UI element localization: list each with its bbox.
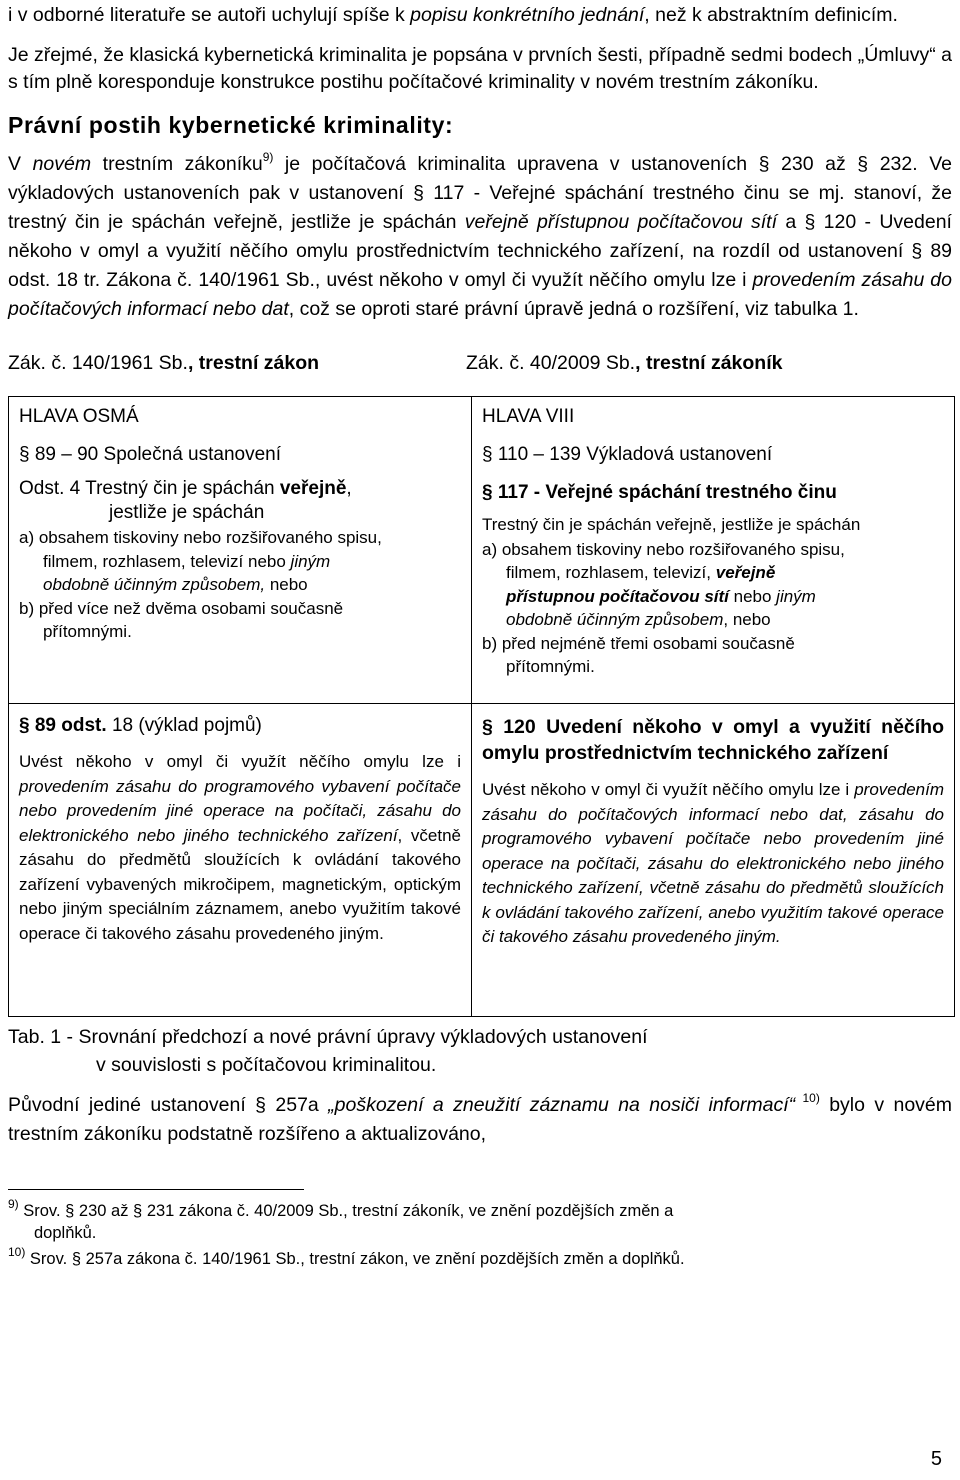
footnote-10 (8, 1244, 952, 1270)
footnote-number: 10) (8, 1244, 26, 1259)
chapter-title: HLAVA VIII (482, 406, 575, 427)
italic-run: provedením zásahu do programového vybavení počítače nebo provedením jiné operace na počítači, zásahu do elektronického nebo jiného technického zařízení (19, 776, 461, 845)
footnote-ref-9: 9) (262, 149, 274, 164)
item-b-cont: přítomnými. (43, 622, 132, 641)
section-117-intro: Trestný čin je spáchán veřejně, jestliže je spáchán (482, 515, 861, 534)
italic-run: novém (32, 153, 92, 175)
text-run: 89 odst. 18 tr. Zákona č. 140/1961 Sb., uvést někoho v omyl či využít něčího omylu lze i (8, 240, 953, 291)
text-run: Zák. č. 140/1961 Sb. (8, 352, 188, 374)
text-run: filmem, rozhlasem, televizí nebo (43, 551, 291, 571)
text-run: 230 až (74, 1202, 134, 1220)
italic-run: provedením zásahu do počítačových informací nebo dat, zásahu do programového vybavení počítače nebo provedením jiné operace na počítači, zásahu do elektronického nebo jiného technického zařízení, včetně zásahu do předmětů sloužících k ovládání takového zařízení, anebo využitím takové operace či takového zásahu provedeného jiným. (482, 780, 944, 946)
italic-run: obdobně účinným způsobem, (43, 575, 266, 594)
bold-italic-run: přístupnou počítačovou sítí (506, 586, 729, 606)
italic-run: jiným (290, 551, 331, 571)
table-row (9, 397, 955, 704)
italic-run: provedením zásahu do počítačových informací nebo dat (8, 269, 952, 320)
italic-run: „poškození a zneužití záznamu na nosiči informací“ (328, 1094, 796, 1116)
section-sign (413, 182, 424, 204)
footnote-separator (8, 1189, 304, 1190)
item-a: a) obsahem tiskoviny nebo rozšiřovaného spisu, (482, 539, 845, 559)
section-sign (911, 240, 922, 262)
section-sign (65, 1202, 74, 1220)
cell-content (9, 405, 471, 644)
text-run: , což se oproti staré právní úpravě jedná o rozšíření, viz tabulka 1. (288, 298, 859, 320)
intro-paragraph-2: Je zřejmé, že klasická kybernetická kriminalita je popsána v prvních šesti, případně sedmi bodech „Úmluvy“ a s tím plně koresponduje konstrukce postihu počítačové kriminality v novém trestním zákoníku. (8, 44, 952, 93)
italic-run: veřejně přístupnou počítačovou sítí (464, 211, 778, 233)
chapter-title: HLAVA OSMÁ (19, 406, 139, 427)
text-run: Původní jediné ustanovení (8, 1094, 256, 1116)
item-a-cont (19, 573, 461, 597)
new-act-title (466, 350, 952, 376)
text-run: 18 (výklad pojmů) (111, 715, 262, 736)
table-caption (8, 1023, 952, 1079)
page-number: 5 (930, 1448, 942, 1470)
text-run: Odst. 4 Trestný čin je spáchán (19, 478, 280, 499)
italic-run: jiným (776, 586, 816, 606)
subsection-text (19, 477, 461, 501)
item-b-cont: přítomnými. (506, 657, 595, 676)
text-run: Uvést někoho v omyl či využít něčího omylu lze i (19, 752, 461, 771)
text-run: a (777, 211, 805, 233)
table-row (9, 704, 955, 1017)
section-sign (759, 153, 770, 175)
text-run: Srov. (25, 1250, 72, 1268)
item-a-cont (482, 608, 944, 632)
text-run: 232. Ve výkladových ustanoveních pak v ustanovení (8, 153, 952, 204)
section-sign (133, 1202, 142, 1220)
text-run: 117 - Veřejné spáchání trestného činu se mj. stanoví, že trestný čin je spáchán veřejně, jestliže je spáchán (8, 182, 952, 233)
text-run: 230 až (769, 153, 858, 175)
text-run: , (346, 478, 352, 499)
section-sign (255, 1094, 266, 1116)
text-run: , než k abstraktním definicím. (644, 4, 898, 26)
text-run: je počítačová kriminalita upravena v ustanoveních (273, 153, 759, 175)
footnote-ref-10: 10) (795, 1090, 820, 1105)
text-run: nebo (728, 586, 777, 606)
item-b: b) před více než dvěma osobami současně (19, 598, 344, 618)
new-law-cell (472, 704, 955, 1017)
item-a-cont (482, 585, 944, 609)
section-120-title (482, 714, 944, 766)
footnote-line: doplňků. (34, 1224, 97, 1242)
section-heading: Právní postih kybernetické kriminality: (8, 112, 454, 138)
caption-line: v souvislosti s počítačovou kriminalitou. (96, 1054, 437, 1076)
intro-paragraph-1 (8, 2, 952, 29)
text-run: 120 Uvedení někoho v omyl a využití něčího omylu prostřednictvím technického zařízení (482, 716, 944, 764)
section-title (19, 443, 461, 467)
section-sign (482, 444, 493, 465)
item-a: a) obsahem tiskoviny nebo rozšiřovaného spisu, (19, 528, 382, 547)
footnote-number: 9) (8, 1196, 19, 1211)
footnote-line (8, 1196, 952, 1222)
main-paragraph (8, 150, 952, 324)
text-run: 120 - Uvedení někoho v omyl a využití něčího omylu prostřednictvím technického zařízení, na rozdíl od ustanovení (8, 211, 952, 262)
bold-run: veřejně (279, 478, 347, 499)
text-run: V (8, 153, 33, 175)
text-run: 110 – 139 Výkladová ustanovení (492, 444, 773, 465)
item-a-cont (19, 550, 461, 574)
section-sign (857, 153, 868, 175)
section-sign (72, 1250, 81, 1268)
text-run: , nebo (723, 610, 771, 629)
bold-italic-run: veřejně (715, 563, 776, 582)
text-run: 257a zákona č. 140/1961 Sb., trestní zákon, ve znění pozdějších změn a doplňků. (81, 1250, 685, 1268)
text-run: 117 - Veřejné spáchání trestného činu (492, 482, 837, 503)
text-run: 89 – 90 Společná ustanovení (29, 444, 281, 465)
text-run: Zák. č. 40/2009 Sb. (466, 352, 636, 374)
section-sign (805, 211, 816, 233)
footnote-line (8, 1244, 952, 1270)
definition-paragraph (19, 750, 461, 946)
bold-run: , trestní zákon (187, 352, 320, 374)
text-run: i v odborné literatuře se autoři uchylují spíše k (8, 4, 411, 26)
cell-content (472, 714, 954, 950)
bold-run: , trestní zákoník (635, 352, 783, 374)
section-sign (482, 716, 493, 738)
old-act-title (8, 350, 466, 376)
text-run: trestním zákoníku (91, 153, 263, 175)
footnote-9 (8, 1196, 952, 1244)
cell-content (9, 714, 471, 946)
subsection-continuation: jestliže je spáchán (109, 502, 265, 523)
new-law-cell (472, 397, 955, 704)
old-law-cell (9, 704, 472, 1017)
closing-paragraph (8, 1091, 952, 1149)
section-title (19, 714, 461, 738)
item-a-cont (482, 561, 944, 585)
document-page (8, 0, 952, 1270)
section-sign (482, 482, 493, 503)
cell-content (472, 405, 954, 679)
caption-line: Tab. 1 - Srovnání předchozí a nové právní úpravy výkladových ustanovení (8, 1026, 648, 1048)
comparison-table (8, 396, 955, 1017)
text-run: , včetně zásahu do předmětů sloužících k ovládání takového zařízení vybavených mikročipem, magnetickým, optickým nebo jiným speciálním záznamem, anebo využitím takové operace či takového zásahu provedeného jiným. (19, 825, 461, 943)
text-run: Uvést někoho v omyl či využít něčího omylu lze i (482, 780, 855, 799)
text-run: 89 odst. (29, 715, 112, 736)
text-run: filmem, rozhlasem, televizí, (506, 563, 716, 582)
section-sign (19, 444, 30, 465)
old-law-cell (9, 397, 472, 704)
item-b: b) před nejméně třemi osobami současně (482, 633, 795, 653)
section-117-title (482, 481, 944, 505)
text-run: 257a (266, 1094, 329, 1116)
text-run: bylo v novém trestním zákoníku podstatně rozšířeno a aktualizováno, (8, 1094, 953, 1145)
section-sign (19, 715, 30, 736)
text-run: Srov. (18, 1202, 66, 1220)
italic-run: popisu konkrétního jednání (410, 4, 645, 26)
text-run: nebo (265, 575, 308, 594)
italic-run: obdobně účinným způsobem (506, 610, 724, 629)
section-title (482, 443, 944, 467)
acts-row (8, 350, 952, 376)
definition-paragraph (482, 778, 944, 950)
text-run: 231 zákona č. 40/2009 Sb., trestní zákoník, ve znění pozdějších změn a (142, 1202, 674, 1220)
